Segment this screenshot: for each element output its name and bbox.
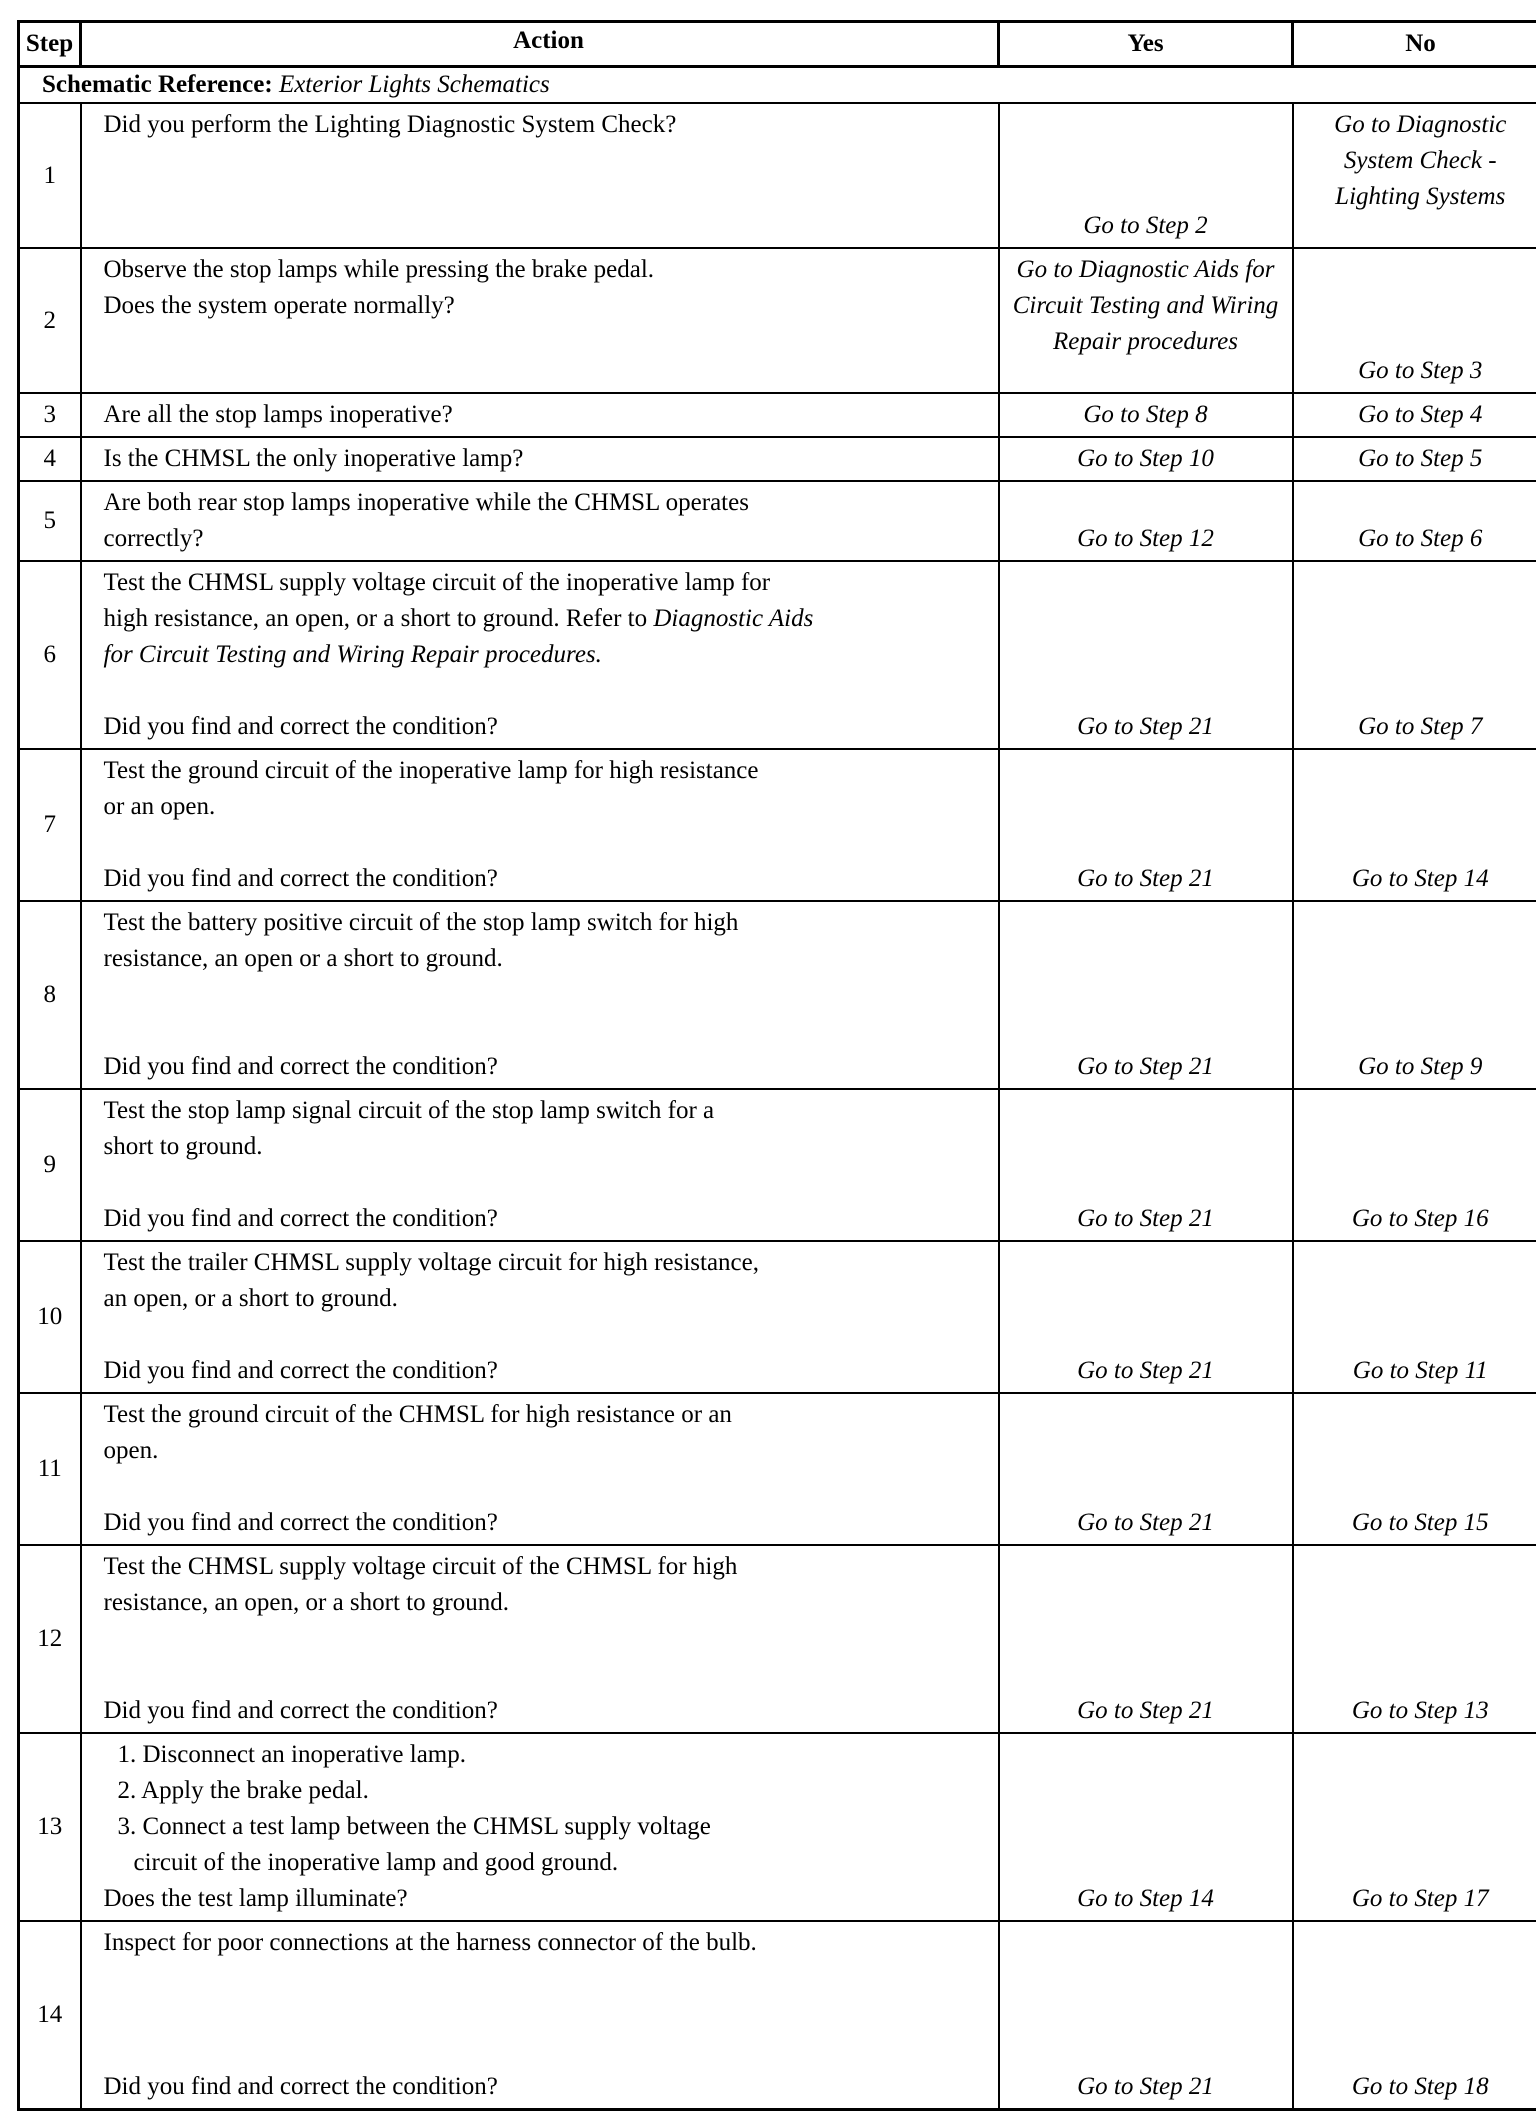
action-question: Are both rear stop lamps inoperative while the CHMSL operates <box>104 485 986 521</box>
action-text: Inspect for poor connections at the harness connector of the bulb. <box>104 1925 986 1961</box>
action-cell <box>81 749 999 901</box>
action-text: Test the battery positive circuit of the stop lamp switch for high <box>104 905 986 941</box>
action-question: Did you find and correct the condition? <box>104 1049 986 1085</box>
action-question: Is the CHMSL the only inoperative lamp? <box>104 441 986 477</box>
action-text: Test the CHMSL supply voltage circuit of the CHMSL for high <box>104 1549 986 1585</box>
column-header-yes: Yes <box>999 22 1293 67</box>
action-cell <box>81 901 999 1089</box>
schematic-reference-row <box>19 67 1536 104</box>
diagnostic-table-page <box>17 20 1521 2111</box>
table-row <box>19 561 1536 749</box>
action-text: Test the CHMSL supply voltage circuit of the inoperative lamp for <box>104 565 986 601</box>
yes-cell: Go to Step 21 <box>999 749 1293 901</box>
action-text: Test the trailer CHMSL supply voltage circuit for high resistance, <box>104 1245 986 1281</box>
no-cell: Go to Step 11 <box>1293 1241 1536 1393</box>
action-question: Did you find and correct the condition? <box>104 861 986 897</box>
action-substep: 1. Disconnect an inoperative lamp. <box>104 1737 986 1773</box>
step-number: 6 <box>19 561 81 749</box>
action-question: Does the system operate normally? <box>104 288 986 324</box>
step-number: 7 <box>19 749 81 901</box>
action-text: Observe the stop lamps while pressing the brake pedal. <box>104 252 986 288</box>
action-cell <box>81 1393 999 1545</box>
no-cell: Go to Step 7 <box>1293 561 1536 749</box>
diagnostic-aids-reference: Diagnostic Aids <box>653 605 813 632</box>
no-cell: Go to Step 3 <box>1293 248 1536 393</box>
action-text: Did you perform the Lighting Diagnostic System Check? <box>104 107 986 143</box>
table-row <box>19 393 1536 437</box>
step-number: 13 <box>19 1733 81 1921</box>
step-number: 5 <box>19 481 81 561</box>
action-text: open. <box>104 1433 986 1469</box>
spacer <box>104 673 986 709</box>
action-substep: 3. Connect a test lamp between the CHMSL supply voltage <box>104 1809 986 1845</box>
spacer <box>104 1165 986 1201</box>
step-number: 2 <box>19 248 81 393</box>
yes-cell: Go to Step 21 <box>999 901 1293 1089</box>
yes-cell: Go to Step 21 <box>999 1089 1293 1241</box>
schematic-reference-label: Schematic Reference: <box>42 71 273 98</box>
action-cell <box>81 437 999 481</box>
action-text: Test the ground circuit of the CHMSL for high resistance or an <box>104 1397 986 1433</box>
table-row <box>19 1921 1536 2110</box>
yes-cell: Go to Step 8 <box>999 393 1293 437</box>
action-text: an open, or a short to ground. <box>104 1281 986 1317</box>
action-text: Test the stop lamp signal circuit of the stop lamp switch for a <box>104 1093 986 1129</box>
table-row <box>19 437 1536 481</box>
schematic-reference-link: Exterior Lights Schematics <box>279 71 550 98</box>
table-row <box>19 749 1536 901</box>
table-row <box>19 901 1536 1089</box>
column-header-step: Step <box>19 22 81 67</box>
yes-cell: Go to Step 21 <box>999 1921 1293 2110</box>
action-cell <box>81 1241 999 1393</box>
action-question: correctly? <box>104 521 986 557</box>
action-cell <box>81 1089 999 1241</box>
yes-cell: Go to Step 21 <box>999 561 1293 749</box>
action-substep: circuit of the inoperative lamp and good ground. <box>104 1845 986 1881</box>
action-cell <box>81 561 999 749</box>
spacer <box>104 825 986 861</box>
step-number: 9 <box>19 1089 81 1241</box>
spacer <box>104 977 986 1049</box>
step-number: 1 <box>19 103 81 248</box>
spacer <box>104 1961 986 2033</box>
action-text: or an open. <box>104 789 986 825</box>
spacer <box>104 1621 986 1693</box>
action-question: Did you find and correct the condition? <box>104 2069 986 2105</box>
column-header-action: Action <box>81 22 999 67</box>
action-cell <box>81 103 999 248</box>
schematic-reference <box>19 67 1536 104</box>
spacer <box>104 1469 986 1505</box>
action-substep: 2. Apply the brake pedal. <box>104 1773 986 1809</box>
action-cell <box>81 1545 999 1733</box>
step-number: 8 <box>19 901 81 1089</box>
no-cell: Go to Diagnostic System Check - Lighting Systems <box>1293 103 1536 248</box>
yes-cell: Go to Diagnostic Aids for Circuit Testing and Wiring Repair procedures <box>999 248 1293 393</box>
diagnostic-table <box>17 20 1536 2111</box>
spacer <box>104 1317 986 1353</box>
yes-cell: Go to Step 2 <box>999 103 1293 248</box>
action-text <box>104 601 986 637</box>
step-number: 3 <box>19 393 81 437</box>
no-cell: Go to Step 14 <box>1293 749 1536 901</box>
table-row <box>19 1545 1536 1733</box>
step-number: 11 <box>19 1393 81 1545</box>
step-number: 4 <box>19 437 81 481</box>
action-question: Did you find and correct the condition? <box>104 1505 986 1541</box>
action-text: Test the ground circuit of the inoperative lamp for high resistance <box>104 753 986 789</box>
yes-cell: Go to Step 14 <box>999 1733 1293 1921</box>
yes-cell: Go to Step 21 <box>999 1241 1293 1393</box>
table-row <box>19 1733 1536 1921</box>
step-number: 14 <box>19 1921 81 2110</box>
table-row <box>19 1241 1536 1393</box>
yes-cell: Go to Step 12 <box>999 481 1293 561</box>
step-number: 10 <box>19 1241 81 1393</box>
yes-cell: Go to Step 10 <box>999 437 1293 481</box>
no-cell: Go to Step 18 <box>1293 1921 1536 2110</box>
no-cell: Go to Step 17 <box>1293 1733 1536 1921</box>
table-header-row <box>19 22 1536 67</box>
table-row <box>19 248 1536 393</box>
action-question: Does the test lamp illuminate? <box>104 1881 986 1917</box>
column-header-no: No <box>1293 22 1536 67</box>
table-row <box>19 103 1536 248</box>
no-cell: Go to Step 13 <box>1293 1545 1536 1733</box>
no-cell: Go to Step 4 <box>1293 393 1536 437</box>
action-question: Did you find and correct the condition? <box>104 709 986 745</box>
action-cell <box>81 393 999 437</box>
action-cell <box>81 1733 999 1921</box>
no-cell: Go to Step 9 <box>1293 901 1536 1089</box>
no-cell: Go to Step 15 <box>1293 1393 1536 1545</box>
step-number: 12 <box>19 1545 81 1733</box>
action-text: short to ground. <box>104 1129 986 1165</box>
action-question: Did you find and correct the condition? <box>104 1201 986 1237</box>
table-row <box>19 1089 1536 1241</box>
action-cell <box>81 248 999 393</box>
action-text: resistance, an open or a short to ground. <box>104 941 986 977</box>
yes-cell: Go to Step 21 <box>999 1393 1293 1545</box>
no-cell: Go to Step 6 <box>1293 481 1536 561</box>
spacer <box>104 2033 986 2069</box>
table-row <box>19 1393 1536 1545</box>
action-question: Did you find and correct the condition? <box>104 1353 986 1389</box>
action-text: resistance, an open, or a short to ground. <box>104 1585 986 1621</box>
diagnostic-aids-reference: for Circuit Testing and Wiring Repair procedures. <box>104 637 986 673</box>
action-text-part: high resistance, an open, or a short to ground. Refer to <box>104 605 648 632</box>
action-cell <box>81 481 999 561</box>
table-row <box>19 481 1536 561</box>
no-cell: Go to Step 16 <box>1293 1089 1536 1241</box>
action-question: Did you find and correct the condition? <box>104 1693 986 1729</box>
action-question: Are all the stop lamps inoperative? <box>104 397 986 433</box>
yes-cell: Go to Step 21 <box>999 1545 1293 1733</box>
no-cell: Go to Step 5 <box>1293 437 1536 481</box>
action-cell <box>81 1921 999 2110</box>
